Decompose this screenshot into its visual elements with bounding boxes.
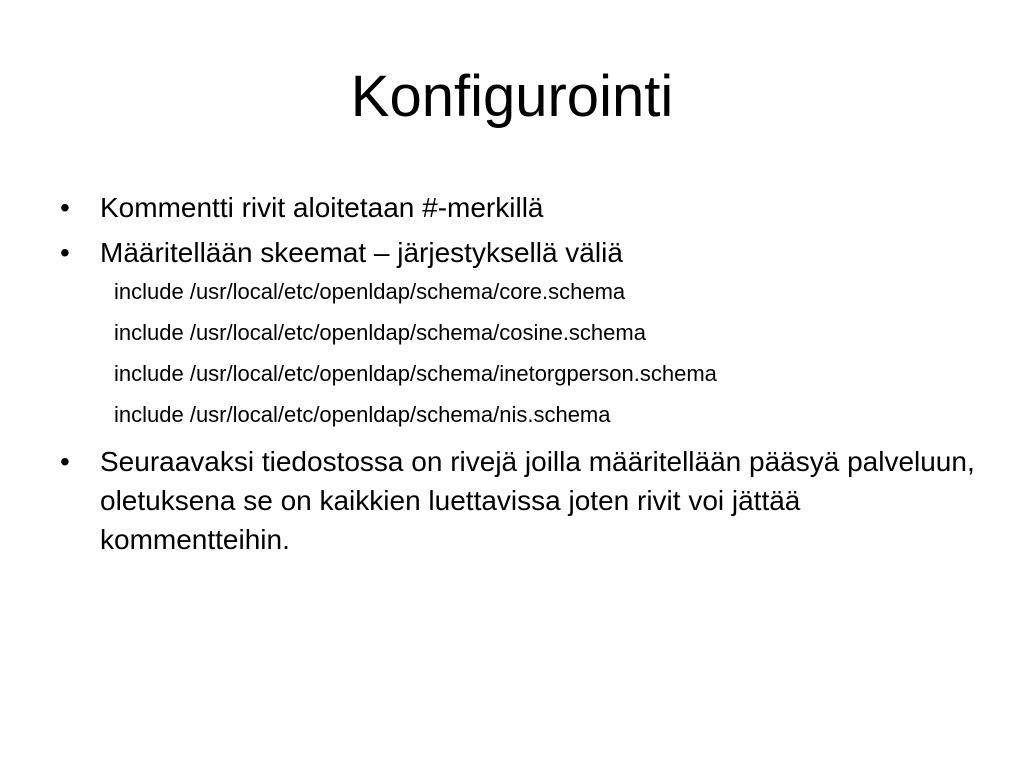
include-line: include /usr/local/etc/openldap/schema/inetorgperson.schema (114, 361, 717, 386)
bullet-item (56, 442, 976, 559)
slide-title: Konfigurointi (350, 64, 674, 129)
slide-body (56, 188, 976, 565)
include-line: include /usr/local/etc/openldap/schema/core.schema (114, 279, 626, 304)
bullet-text: Seuraavaksi tiedostossa on rivejä joilla määritellään pääsyä palveluun, oletuksena se on kaikkien luettavissa joten rivit voi jättää kommentteihin. (100, 446, 975, 555)
bullet-text: Määritellään skeemat – järjestyksellä väliä (100, 237, 623, 268)
bullet-glyph: • (60, 192, 70, 223)
include-line: include /usr/local/etc/openldap/schema/cosine.schema (114, 320, 646, 345)
bullet-text: Kommentti rivit aloitetaan #-merkillä (100, 192, 544, 223)
include-line: include /usr/local/etc/openldap/schema/nis.schema (114, 402, 611, 427)
bullet-glyph: • (60, 237, 70, 268)
bullet-item (56, 233, 976, 272)
bullet-glyph: • (60, 446, 70, 477)
include-list (56, 278, 976, 429)
bullet-item (56, 188, 976, 227)
